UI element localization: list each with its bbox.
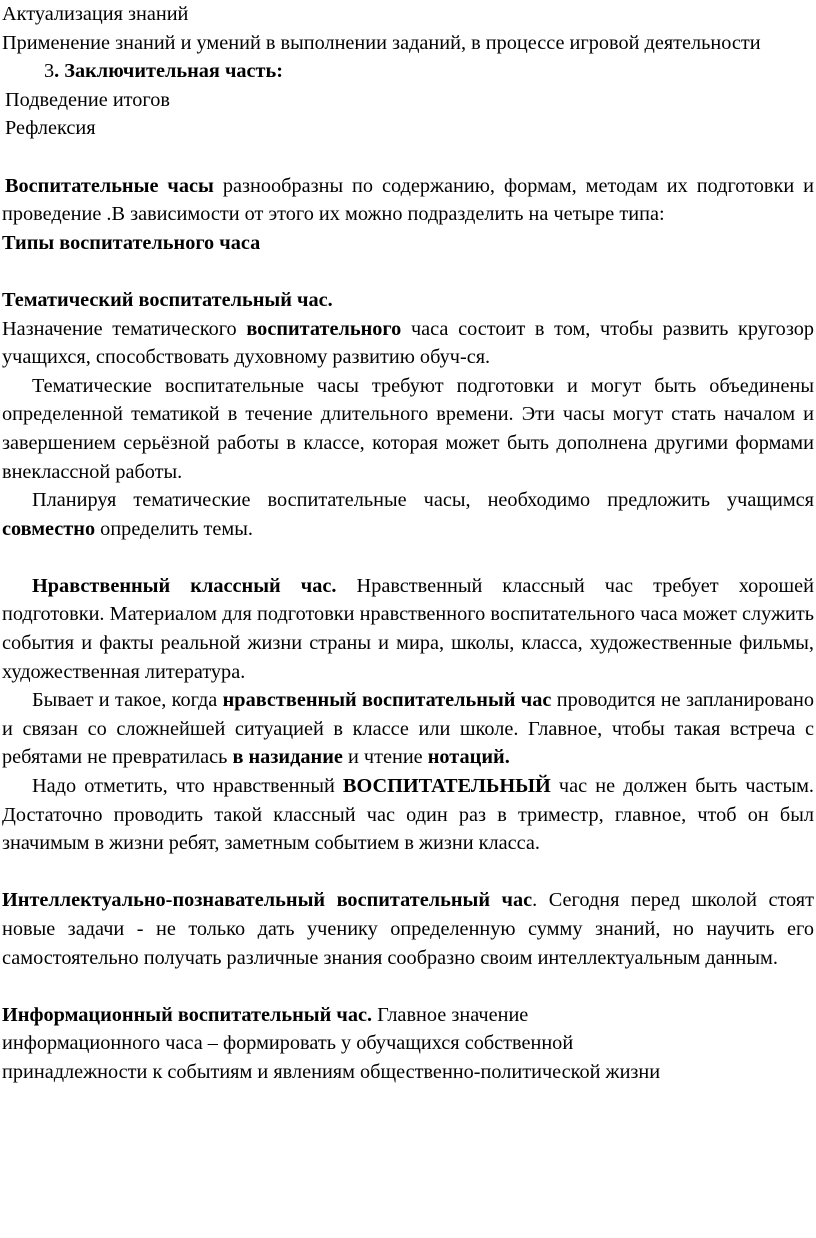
- heading-thematic: [2, 286, 814, 315]
- text-summary: Подведение итогов: [5, 88, 170, 111]
- text-moral-3b: час не должен быть частым. Достаточно проводить такой классный час один раз в триместр, главное, чтоб он был значимым в жизни ребят, заметным событием в жизни класса.: [2, 775, 814, 855]
- thematic-heading-text: Тематический воспитательный час.: [2, 288, 333, 311]
- heading-types: [2, 229, 814, 258]
- blank-line: [2, 972, 814, 1001]
- term-moral-hour: нравственный воспитательный час: [222, 689, 552, 712]
- text-intellectual: . Сегодня перед школой стоят новые задачи - не только дать ученику определенную сумму знаний, но научить его самостоятельно получать различные знания сообразно своим интеллектуальным данным.: [2, 889, 814, 969]
- text-actualization: Актуализация знаний: [2, 3, 189, 25]
- text-moral-2b: проводится не запланировано и связан со сложнейшей ситуацией в классе или школе. Главное, чтобы такая встреча с ребятами не превратилась: [2, 689, 814, 769]
- paragraph-intellectual: [2, 886, 814, 972]
- term-jointly: совместно: [2, 517, 96, 540]
- text-moral-1: Нравственный классный час требует хорошей подготовки. Материалом для подготовки нравственного воспитательного часа может служить события и факты реальной жизни страны и мира, школы, класса, художественные фильмы, художественная литература.: [2, 574, 814, 683]
- types-heading-text: Типы воспитательного часа: [2, 231, 261, 254]
- text-educational-hours: разнообразны по содержанию, формам, методам их подготовки и проведение .В зависимости от этого их можно подразделить на четыре типа:: [2, 174, 814, 226]
- blank-line: [2, 257, 814, 286]
- paragraph-moral-frequency: [2, 772, 814, 858]
- line-reflection: [2, 114, 814, 143]
- paragraph-moral-unplanned: [2, 686, 814, 772]
- text-info-2: информационного часа – формировать у обучащихся собственной: [2, 1032, 574, 1055]
- blank-line: [2, 858, 814, 887]
- line-informational-1: [2, 1001, 814, 1030]
- term-educational: воспитательного: [246, 317, 402, 340]
- line-application: [2, 29, 814, 58]
- paragraph-thematic-planning: [2, 486, 814, 543]
- blank-line: [2, 543, 814, 572]
- text-info-1: Главное значение: [372, 1003, 529, 1026]
- line-informational-3: [2, 1058, 814, 1087]
- text-planning-a: Планируя тематические воспитательные часы, необходимо предложить учащимся: [32, 489, 814, 512]
- text-moral-3a: Надо отметить, что нравственный: [32, 775, 343, 798]
- blank-line: [2, 143, 814, 172]
- text-moral-2c: и чтение: [342, 746, 428, 769]
- text-info-3: принадлежности к событиям и явлениям общественно-политической жизни: [2, 1060, 661, 1083]
- paragraph-moral: [2, 572, 814, 686]
- term-educational-caps: ВОСПИТАТЕЛЬНЫЙ: [342, 775, 551, 798]
- text-application: Применение знаний и умений в выполнении заданий, в процессе игровой деятельности: [2, 31, 761, 54]
- intellectual-heading-text: Интеллектуально-познавательный воспитательный час: [2, 889, 533, 912]
- text-planning-b: определить темы.: [95, 517, 253, 540]
- text-thematic-b: часа состоит в том, чтобы развить кругозор учащихся, способствовать духовному развитию обуч-ся.: [2, 317, 814, 369]
- term-educational-hours: Воспитательные часы: [5, 174, 214, 197]
- text-thematic-preparation: Тематические воспитательные часы требуют подготовки и могут быть объединены определенной тематикой в течение длительного времени. Эти часы могут стать началом и завершением серьёзной работы в классе, которая может быть дополнена другими формами внеклассной работы.: [2, 374, 814, 483]
- text-reflection: Рефлексия: [5, 117, 96, 140]
- term-notations: нотаций.: [427, 746, 510, 769]
- line-summary: [2, 86, 814, 115]
- paragraph-thematic-purpose: [2, 315, 814, 372]
- moral-heading-text: Нравственный классный час.: [32, 574, 337, 597]
- informational-heading-text: Информационный воспитательный час.: [2, 1003, 373, 1026]
- final-part-heading: . Заключительная часть:: [54, 60, 283, 83]
- line-informational-2: [2, 1029, 814, 1058]
- paragraph-educational-hours: [2, 172, 814, 229]
- line-actualization: [2, 0, 814, 29]
- text-thematic-a: Назначение тематического: [2, 317, 247, 340]
- line-final-part: [2, 57, 814, 86]
- paragraph-thematic-preparation: [2, 372, 814, 486]
- text-moral-2a: Бывает и такое, когда: [32, 689, 223, 712]
- final-part-number: 3: [44, 60, 55, 83]
- term-edification: в назидание: [232, 746, 343, 769]
